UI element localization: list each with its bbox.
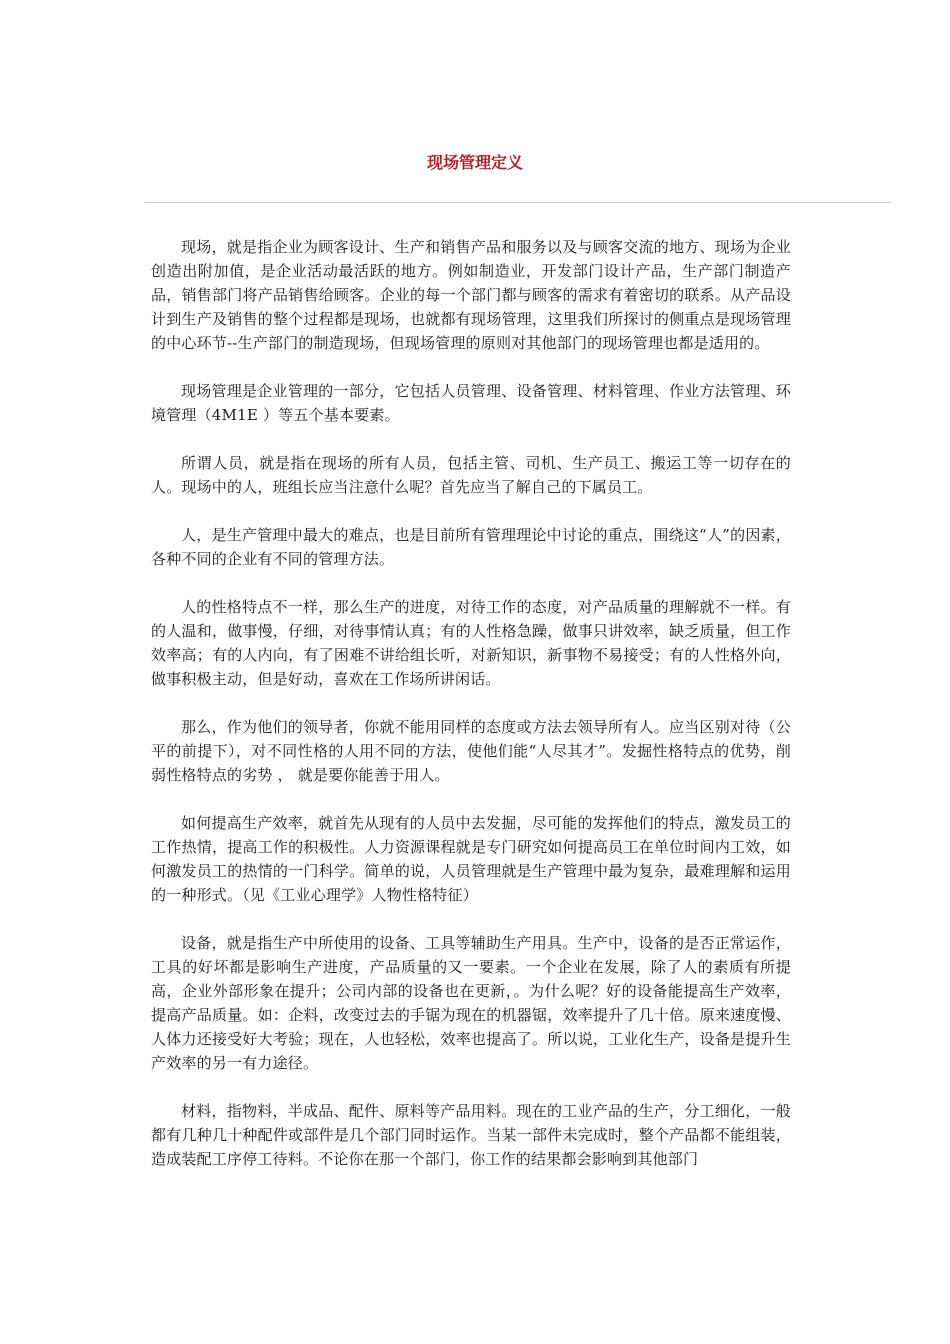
paragraph-7: 如何提高生产效率，就首先从现有的人员中去发掘，尽可能的发挥他们的特点，激发员工的工作热情，提高工作的积极性。人力资源课程就是专门研究如何提高员工在单位时间内工效，如何激发员工的热情的一门科学。简单的说，人员管理就是生产管理中最为复杂，最难理解和运用的一种形式。（见《工业心理学》人物性格特征） [151,814,791,904]
paragraph-8: 设备，就是指生产中所使用的设备、工具等辅助生产用具。生产中，设备的是否正常运作，工具的好坏都是影响生产进度，产品质量的又一要素。一个企业在发展，除了人的素质有所提高，企业外部形象在提升；公司内部的设备也在更新，。为什么呢？好的设备能提高生产效率，提高产品质量。如：企料，改变过去的手锯为现在的机器锯，效率提升了几十倍。原来速度慢、人体力还接受好大考验；现在，人也轻松，效率也提高了。所以说，工业化生产，设备是提升生产效率的另一有力途径。 [151,934,791,1072]
page-title: 现场管理定义 [426,153,523,172]
title-divider [145,202,891,203]
paragraph-3: 所谓人员，就是指在现场的所有人员，包括主管、司机、生产员工、搬运工等一切存在的人。现场中的人，班组长应当注意什么呢？首先应当了解自己的下属员工。 [151,454,791,496]
paragraph-5: 人的性格特点不一样，那么生产的进度，对待工作的态度，对产品质量的理解就不一样。有的人温和，做事慢，仔细，对待事情认真；有的人性格急躁，做事只讲效率，缺乏质量，但工作效率高；有的人内向，有了困难不讲给组长听，对新知识，新事物不易接受；有的人性格外向，做事积极主动，但是好动，喜欢在工作场所讲闲话。 [151,598,791,688]
paragraph-6: 那么，作为他们的领导者，你就不能用同样的态度或方法去领导所有人。应当区别对待（公平的前提下），对不同性格的人用不同的方法，使他们能“人尽其才”。发掘性格特点的优势，削弱性格特点的劣势 ， 就是要你能善于用人。 [151,718,791,784]
article-body [151,235,791,1195]
paragraph-2: 现场管理是企业管理的一部分，它包括人员管理、设备管理、材料管理、作业方法管理、环境管理（4M1E ）等五个基本要素。 [151,382,791,424]
paragraph-4: 人，是生产管理中最大的难点，也是目前所有管理理论中讨论的重点，围绕这“人”的因素，各种不同的企业有不同的管理方法。 [151,526,791,568]
paragraph-1: 现场，就是指企业为顾客设计、生产和销售产品和服务以及与顾客交流的地方、现场为企业创造出附加值，是企业活动最活跃的地方。例如制造业，开发部门设计产品，生产部门制造产品，销售部门将产品销售给顾客。企业的每一个部门都与顾客的需求有着密切的联系。从产品设计到生产及销售的整个过程都是现场，也就都有现场管理，这里我们所探讨的侧重点是现场管理的中心环节--生产部门的制造现场，但现场管理的原则对其他部门的现场管理也都是适用的。 [151,238,791,352]
paragraph-9: 材料，指物料，半成品、配件、原料等产品用料。现在的工业产品的生产，分工细化，一般都有几种几十种配件或部件是几个部门同时运作。当某一部件未完成时，整个产品都不能组装，造成装配工序停工待料。不论你在那一个部门，你工作的结果都会影响到其他部门 [151,1102,791,1168]
